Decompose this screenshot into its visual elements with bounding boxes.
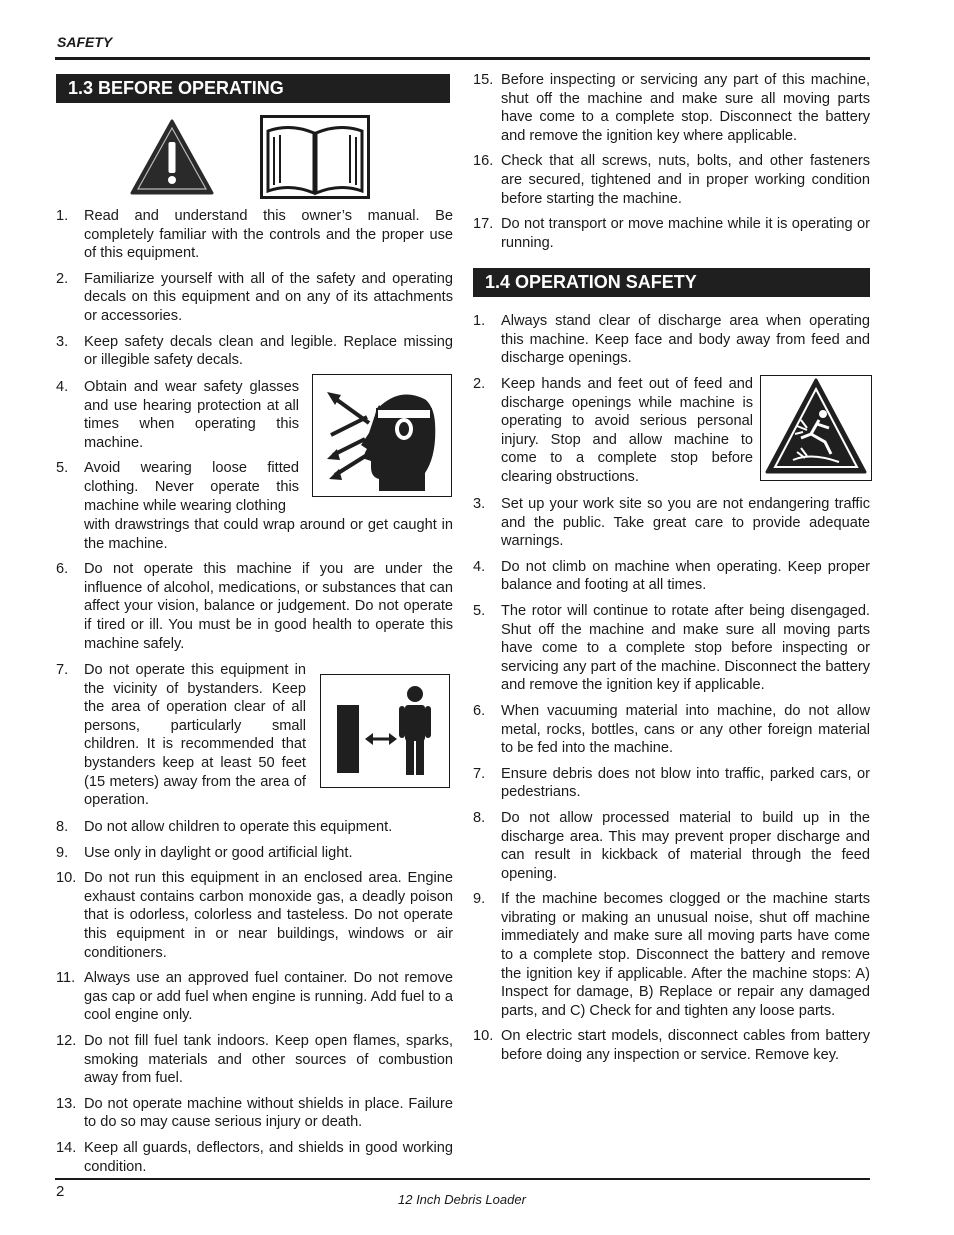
heading-operation-safety: 1.4 OPERATION SAFETY	[473, 268, 870, 297]
bystander-distance-icon	[320, 674, 450, 788]
eye-ear-protection-icon	[312, 374, 452, 497]
list-item: 10. Do not run this equipment in an enclosed area. Engine exhaust contains carbon monoxide gas, a deadly poison that is odorless, colorless and tasteless. Do not operate this equipment in or near buildings, windows or air conditioners.	[56, 870, 453, 961]
heading-before-operating: 1.3 BEFORE OPERATING	[56, 74, 450, 103]
before-operating-list-part3	[56, 516, 453, 660]
operation-safety-list-part2	[473, 375, 753, 494]
list-item: 13. Do not operate machine without shields in place. Failure to do so may cause serious injury or death.	[56, 1095, 453, 1131]
footer-doc-title: 12 Inch Debris Loader	[398, 1192, 526, 1207]
list-item: 4. Obtain and wear safety glasses and use hearing protection at all times when operating this machine.	[56, 379, 299, 451]
list-item: 6. When vacuuming material into machine, do not allow metal, rocks, bottles, cans or any other foreign material to be fed into the machine.	[473, 702, 870, 757]
list-item: 12. Do not fill fuel tank indoors. Keep open flames, sparks, smoking materials and other sources of combustion away from fuel.	[56, 1032, 453, 1087]
footer-rule	[55, 1178, 870, 1180]
list-item: 2. Familiarize yourself with all of the safety and operating decals on this equipment and on any of its attachments or accessories.	[56, 270, 453, 324]
list-item: 16. Check that all screws, nuts, bolts, and other fasteners are secured, tightened and in proper working condition before starting the machine.	[473, 153, 870, 207]
before-operating-list-part6	[473, 71, 870, 259]
operation-safety-list-part3	[473, 495, 870, 1072]
list-item: 8. Do not allow processed material to build up in the discharge area. This may prevent proper discharge and can result in kickback of material through the feed opening.	[473, 809, 870, 882]
list-item: 7. Do not operate this equipment in the vicinity of bystanders. Keep the area of operation clear of all persons, particularly small children. It is recommended that bystanders keep at least 50 feet (15 meters) away from the area of operation.	[56, 662, 306, 809]
list-item: 9. If the machine becomes clogged or the machine starts vibrating or making an unusual noise, shut off machine immediately and make sure all moving parts have come to a complete stop. Disconnect the battery and remove the ignition key if applicable. After the machine stops: A) Inspect for damage, B) Replace or repair any damaged parts, and C) Check for and tighten any loose parts.	[473, 891, 870, 1019]
list-item: 3. Set up your work site so you are not endangering traffic and the public. Take great care to provide adequate warnings.	[473, 496, 870, 550]
list-item: 10. On electric start models, disconnect cables from battery before doing any inspection or service. Remove key.	[473, 1028, 870, 1064]
list-item: 2. Keep hands and feet out of feed and discharge openings while machine is operating to avoid serious personal injury. Stop and allow machine to come to a complete stop before clearing obstructions.	[473, 376, 753, 485]
list-item: 4. Do not climb on machine when operating. Keep proper balance and footing at all times.	[473, 558, 870, 594]
page-number: 2	[56, 1183, 65, 1200]
section-label: SAFETY	[57, 34, 113, 50]
operation-safety-list-part1	[473, 312, 870, 375]
before-operating-list-part1	[56, 207, 453, 377]
list-item: 11. Always use an approved fuel container. Do not remove gas cap or add fuel when engine is running. Add fuel to a cool engine only.	[56, 970, 453, 1024]
warning-triangle-icon	[129, 118, 215, 196]
list-item: 9. Use only in daylight or good artificial light.	[56, 844, 353, 861]
list-item: 8. Do not allow children to operate this equipment.	[56, 819, 393, 835]
before-operating-list-part5	[56, 818, 453, 1183]
before-operating-list-part2	[56, 378, 299, 515]
before-operating-list-part4	[56, 661, 306, 817]
owners-manual-book-icon	[260, 115, 370, 199]
list-item: 3. Keep safety decals clean and legible. Replace missing or illegible safety decals.	[56, 333, 453, 369]
list-item: 15. Before inspecting or servicing any part of this machine, shut off the machine and make sure all moving parts have come to a complete stop. Disconnect the battery and remove the ignition key where applicable.	[473, 72, 870, 144]
header-rule	[55, 57, 870, 60]
list-item: 6. Do not operate this machine if you are under the influence of alcohol, medications, or substances that can affect your vision, balance or judgement. Do not operate if tired or ill. You must be in good health to operate this machine safely.	[56, 561, 453, 652]
list-item: 7. Ensure debris does not blow into traffic, parked cars, or pedestrians.	[473, 765, 870, 801]
list-item: 5. The rotor will continue to rotate after being disengaged. Shut off the machine and make sure all moving parts have come to a complete stop before inspecting or servicing any part of the machine. Disconnect the battery and remove the ignition key if applicable.	[473, 602, 870, 694]
list-item: 1. Read and understand this owner’s manual. Be completely familiar with the controls and the proper use of this equipment.	[56, 208, 453, 262]
list-item-continuation: with drawstrings that could wrap around or get caught in the machine.	[84, 517, 453, 552]
list-item: 5. Avoid wearing loose fitted clothing. Never operate this machine while wearing clothing	[56, 460, 299, 514]
list-item: 14. Keep all guards, deflectors, and shields in good working condition.	[56, 1139, 453, 1175]
list-item: 1. Always stand clear of discharge area when operating this machine. Keep face and body away from feed and discharge openings.	[473, 313, 870, 367]
entanglement-warning-icon	[760, 375, 872, 481]
list-item: 17. Do not transport or move machine while it is operating or running.	[473, 216, 870, 251]
